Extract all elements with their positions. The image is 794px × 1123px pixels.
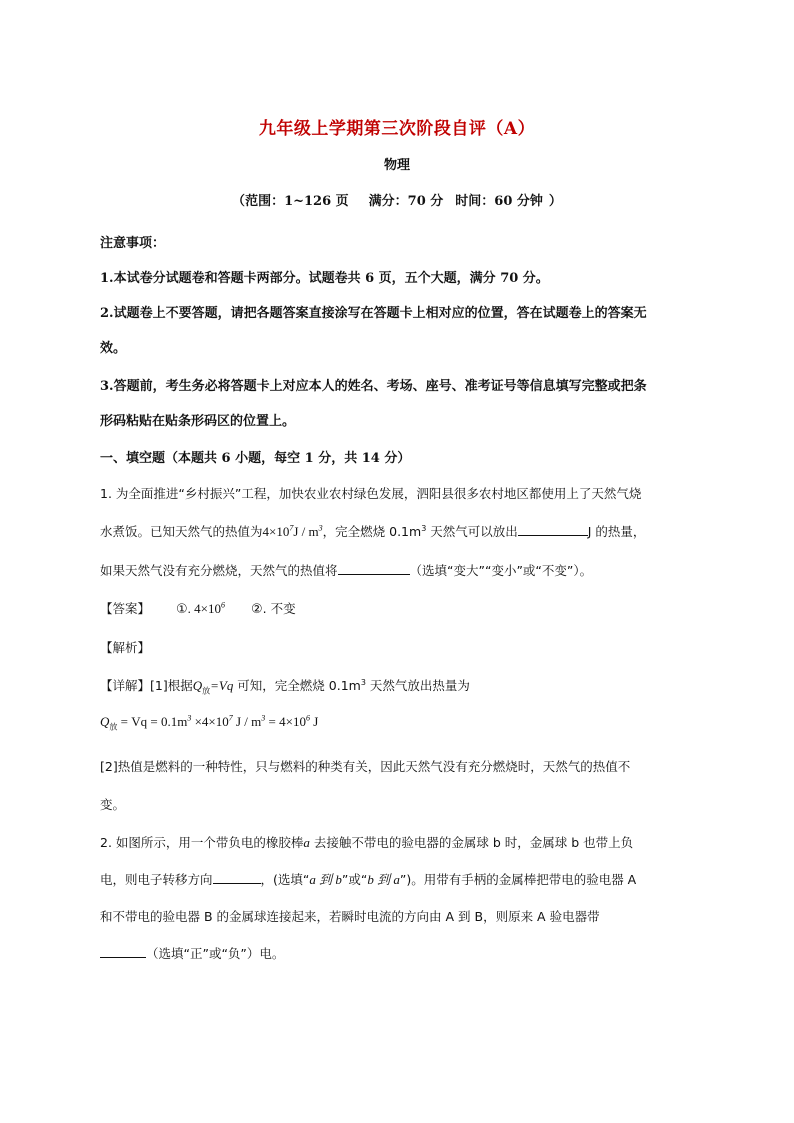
q2-var-a: a	[303, 835, 310, 850]
q1-heat-value-exp: 7	[289, 523, 294, 533]
q2-line-1-text-b: 去接触不带电的验电器的金属球 b 时，金属球 b 也带上负	[309, 835, 634, 850]
q1-heat-unit-exp: 3	[318, 523, 323, 533]
q1-line-3	[100, 561, 700, 579]
note-item-3-line-1: 3.答题前，考生务必将答题卡上对应本人的姓名、考场、座号、准考证号等信息填写完整或把条	[100, 379, 647, 394]
q1-detail-2-line-1: [2]热值是燃料的一种特性，只与燃料的种类有关，因此天然气没有充分燃烧时，天然气的热值不	[100, 759, 631, 774]
answer-label: 【答案】	[100, 601, 151, 616]
meta-open: （	[232, 194, 246, 209]
q1-calculation	[100, 714, 700, 730]
q1-line-2-text-c: 天然气可以放出	[426, 524, 518, 539]
detail-text-a: 【详解】[1]根据	[100, 678, 193, 693]
section-1-heading: 一、填空题（本题共 6 小题，每空 1 分，共 14 分）	[100, 451, 411, 466]
q1-line-2-text-b: ，完全燃烧 0.1m	[322, 524, 422, 539]
answer-1-value	[188, 601, 225, 616]
detail-formula	[192, 678, 234, 696]
calc-part-5: J	[309, 714, 319, 729]
answer-2-value: . 不变	[262, 601, 296, 616]
q1-heat-value	[263, 524, 323, 539]
answer-2-mark: ②	[251, 602, 263, 617]
q2-line-4	[100, 944, 700, 962]
q1-line-2-exp: 3	[421, 523, 427, 533]
calc-part-3: J / m	[232, 714, 262, 729]
note-item-3-line-2: 形码粘贴在贴条形码区的位置上。	[100, 414, 296, 429]
analysis-label: 【解析】	[100, 640, 151, 655]
detail-text-b: 可知，完全燃烧 0.1m	[233, 678, 361, 693]
q2-blank-2[interactable]	[100, 945, 146, 958]
q2-line-2-text-d: ”)。用带有手柄的金属棒把带电的验电器 A	[399, 872, 637, 887]
note-item-2-line-1: 2.试题卷上不要答题，请把各题答案直接涂写在答题卡上相对应的位置，答在试题卷上的答案无	[100, 306, 647, 321]
exam-meta	[0, 190, 794, 209]
page-title: 九年级上学期第三次阶段自评（A）	[258, 119, 536, 139]
q2-option-2: b 到 a	[367, 872, 400, 887]
calc-formula	[100, 713, 319, 732]
calc-exp-4: 6	[305, 713, 310, 723]
note-item-1: 1.本试卷分试题卷和答题卡两部分。试题卷共 6 页，五个大题，满分 70 分。	[100, 271, 549, 286]
note-item-2-line-2: 效。	[100, 341, 127, 356]
calc-exp-3: 3	[261, 713, 266, 723]
meta-close: ）	[548, 194, 562, 209]
q1-blank-2[interactable]	[338, 562, 410, 575]
detail-formula-rest: =Vq	[210, 678, 234, 693]
calc-q: Q	[100, 714, 110, 729]
notes-heading: 注意事项：	[100, 236, 166, 251]
q1-blank-1[interactable]	[518, 523, 588, 536]
q2-option-1: a 到 b	[309, 872, 342, 887]
q2-line-4-text: （选填“正”或“负”）电。	[146, 946, 285, 961]
calc-part-2: ×4×10	[191, 714, 229, 729]
q2-line-2-text-c: ”或“	[341, 872, 368, 887]
q1-heat-unit: J / m	[293, 524, 319, 539]
detail-formula-q: Q	[192, 678, 203, 693]
calc-part-1: = Vq = 0.1m	[117, 714, 188, 729]
q1-line-2	[100, 522, 700, 540]
subject-label: 物理	[383, 158, 410, 173]
q1-heat-value-base: 4×10	[262, 524, 290, 539]
q1-line-1: 1. 为全面推进“乡村振兴”工程，加快农业农村绿色发展，泗阳县很多农村地区都使用上了天然气烧	[100, 486, 642, 501]
q1-line-3-text-a: 如果天然气没有充分燃烧，天然气的热值将	[100, 563, 338, 578]
q1-detail-1	[100, 676, 700, 694]
detail-exp: 3	[360, 677, 366, 687]
q1-line-3-text-b: （选填“变大”“变小”或“不变”）。	[409, 563, 593, 578]
q1-line-2-text-d: J 的热量，	[587, 524, 646, 539]
q2-blank-1[interactable]	[213, 871, 261, 884]
q2-line-3: 和不带电的验电器 B 的金属球连接起来，若瞬时电流的方向由 A 到 B，则原来 A 验电器带	[100, 909, 600, 924]
q2-line-2-text-a: 电，则电子转移方向	[100, 872, 213, 887]
q2-line-1-text-a: 2. 如图所示，用一个带负电的橡胶棒	[100, 835, 304, 850]
meta-score: 满分：70 分	[368, 194, 444, 209]
q1-line-2-text-a: 水煮饭。已知天然气的热值为	[100, 524, 263, 539]
q2-line-2-text-b: ，(选填“	[260, 872, 310, 887]
calc-part-4: = 4×10	[265, 714, 306, 729]
calc-sub: 放	[109, 722, 118, 732]
meta-range: 范围：1~126 页	[245, 194, 349, 209]
q2-line-1	[100, 833, 700, 851]
meta-time: 时间：60 分钟	[455, 194, 543, 209]
q2-line-2	[100, 869, 700, 888]
q1-answer	[100, 599, 700, 617]
calc-exp-1: 3	[187, 713, 192, 723]
calc-exp-2: 7	[228, 713, 233, 723]
detail-formula-sub: 放	[202, 686, 211, 696]
answer-1-exp: 6	[221, 600, 226, 610]
detail-text-c: 天然气放出热量为	[365, 678, 470, 693]
q1-detail-2-line-2: 变。	[100, 797, 126, 812]
answer-1-mark: ①	[176, 602, 188, 617]
answer-1-base: . 4×10	[187, 601, 222, 616]
